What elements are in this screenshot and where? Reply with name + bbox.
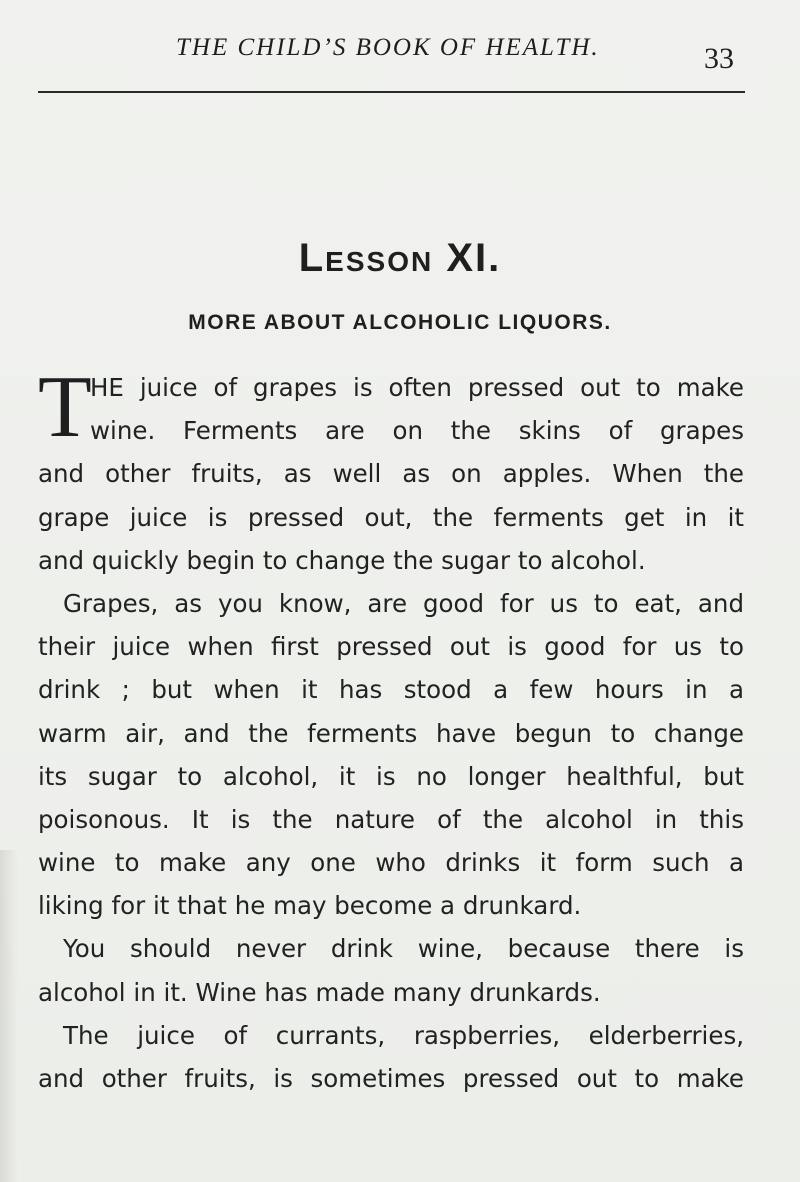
page-number: 33	[704, 42, 734, 75]
text-line: poisonous. It is the nature of the alcohol in this	[38, 804, 744, 834]
lesson-subtitle: MORE ABOUT ALCOHOLIC LIQUORS.	[188, 311, 612, 334]
lesson-heading: Lesson XI.	[298, 236, 502, 280]
text-line: its sugar to alcohol, it is no longer healthful, but	[38, 761, 744, 791]
running-title: THE CHILD’S BOOK OF HEALTH.	[176, 34, 600, 61]
page-edge-shadow	[0, 850, 18, 1182]
text-line: and other fruits, is sometimes pressed out to make	[38, 1064, 744, 1093]
text-line: liking for it that he may become a drunkard.	[38, 891, 582, 921]
text-line: their juice when first pressed out is good for us to	[38, 632, 744, 662]
body-text	[38, 359, 744, 1100]
text-line: warm air, and the ferments have begun to change	[38, 718, 744, 748]
drop-cap: T	[38, 359, 92, 456]
text-line: and quickly begin to change the sugar to alcohol.	[38, 545, 646, 575]
text-line: HE juice of grapes is often pressed out to make	[90, 373, 744, 402]
text-line: wine. Ferments are on the skins of grapes	[90, 416, 744, 446]
text-line: The juice of currants, raspberries, elderberries,	[63, 1020, 744, 1050]
text-line: alcohol in it. Wine has made many drunkards.	[38, 977, 601, 1007]
text-line: drink ; but when it has stood a few hours in a	[38, 675, 744, 705]
header-rule	[38, 91, 745, 93]
text-line: wine to make any one who drinks it form such a	[38, 848, 744, 878]
running-head	[0, 34, 800, 75]
text-line: and other fruits, as well as on apples. When the	[38, 459, 744, 489]
text-line: You should never drink wine, because there is	[63, 934, 744, 964]
text-line: grape juice is pressed out, the ferments get in it	[38, 502, 744, 532]
text-line: Grapes, as you know, are good for us to eat, and	[63, 588, 744, 618]
